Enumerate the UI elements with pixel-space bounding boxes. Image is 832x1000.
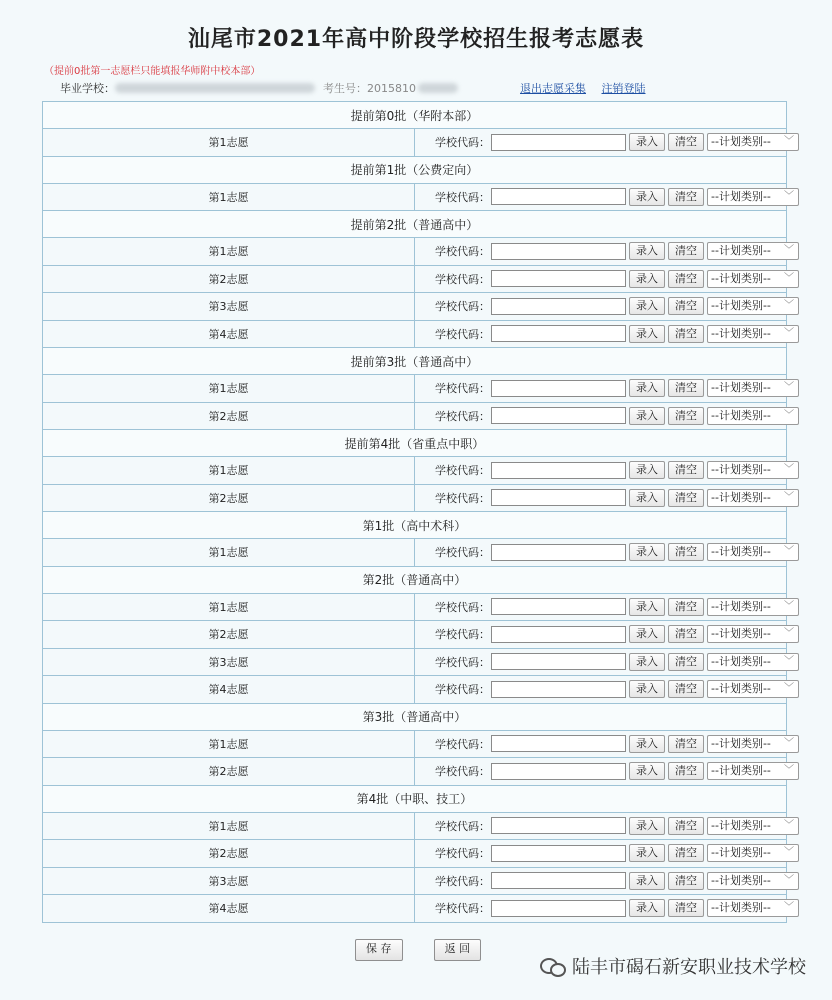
plan-type-value: --计划类别-- xyxy=(711,846,771,860)
plan-type-value: --计划类别-- xyxy=(711,463,771,477)
choice-row xyxy=(43,621,787,649)
clear-button[interactable]: 清空 xyxy=(668,625,704,643)
school-code-label: 学校代码： xyxy=(435,628,490,642)
choice-label: 第1志愿 xyxy=(43,183,415,211)
choice-row xyxy=(43,867,787,895)
school-code-input[interactable] xyxy=(491,735,626,752)
choices-table xyxy=(42,101,794,923)
enter-button[interactable]: 录入 xyxy=(629,899,665,917)
chevron-down-icon: ﹀ xyxy=(784,765,794,777)
plan-type-select[interactable] xyxy=(707,133,799,151)
clear-button[interactable]: 清空 xyxy=(668,461,704,479)
enter-button[interactable]: 录入 xyxy=(629,489,665,507)
school-code-input[interactable] xyxy=(491,188,626,205)
plan-type-value: --计划类别-- xyxy=(711,627,771,641)
choice-label: 第3志愿 xyxy=(43,293,415,321)
school-code-input[interactable] xyxy=(491,900,626,917)
school-code-label: 学校代码： xyxy=(435,491,490,505)
school-code-input[interactable] xyxy=(491,763,626,780)
plan-type-value: --计划类别-- xyxy=(711,326,771,340)
choice-controls xyxy=(415,812,794,840)
clear-button[interactable]: 清空 xyxy=(668,489,704,507)
choice-controls xyxy=(415,593,794,621)
choice-controls xyxy=(415,129,794,157)
choice-row xyxy=(43,265,787,293)
school-code-label: 学校代码： xyxy=(435,737,490,751)
redacted-info xyxy=(418,83,458,93)
choice-row xyxy=(43,293,787,321)
plan-type-select[interactable] xyxy=(707,844,799,862)
clear-button[interactable]: 清空 xyxy=(668,762,704,780)
plan-type-select[interactable] xyxy=(707,242,799,260)
batch-title: 提前第4批（省重点中职） xyxy=(43,430,787,457)
choice-row xyxy=(43,457,787,485)
plan-type-value: --计划类别-- xyxy=(711,682,771,696)
enter-button[interactable]: 录入 xyxy=(629,297,665,315)
enter-button[interactable]: 录入 xyxy=(629,325,665,343)
enter-button[interactable]: 录入 xyxy=(629,735,665,753)
enter-button[interactable]: 录入 xyxy=(629,844,665,862)
plan-type-value: --计划类别-- xyxy=(711,764,771,778)
enter-button[interactable]: 录入 xyxy=(629,407,665,425)
redacted-info xyxy=(115,83,315,93)
batch-header xyxy=(43,430,787,457)
clear-button[interactable]: 清空 xyxy=(668,407,704,425)
school-code-input[interactable] xyxy=(491,270,626,287)
enter-button[interactable]: 录入 xyxy=(629,188,665,206)
school-code-input[interactable] xyxy=(491,462,626,479)
school-code-input[interactable] xyxy=(491,325,626,342)
choice-label: 第1志愿 xyxy=(43,375,415,403)
choice-controls xyxy=(415,293,794,321)
school-code-label: 学校代码： xyxy=(435,683,490,697)
enter-button[interactable]: 录入 xyxy=(629,133,665,151)
enter-button[interactable]: 录入 xyxy=(629,680,665,698)
clear-button[interactable]: 清空 xyxy=(668,133,704,151)
form-actions xyxy=(355,937,507,961)
school-code-label: 学校代码： xyxy=(435,847,490,861)
school-code-input[interactable] xyxy=(491,626,626,643)
plan-type-select[interactable] xyxy=(707,188,799,206)
plan-type-value: --计划类别-- xyxy=(711,408,771,422)
school-label: 毕业学校： xyxy=(60,82,115,95)
choice-row xyxy=(43,539,787,567)
school-code-input[interactable] xyxy=(491,407,626,424)
clear-button[interactable]: 清空 xyxy=(668,188,704,206)
chevron-down-icon: ﹀ xyxy=(784,464,794,476)
choice-controls xyxy=(415,265,794,293)
choice-label: 第1志愿 xyxy=(43,457,415,485)
choice-label: 第2志愿 xyxy=(43,402,415,430)
clear-button[interactable]: 清空 xyxy=(668,270,704,288)
choice-row xyxy=(43,895,787,923)
plan-type-select[interactable] xyxy=(707,379,799,397)
plan-type-value: --计划类别-- xyxy=(711,244,771,258)
choice-controls xyxy=(415,375,794,403)
batch-title: 第2批（普通高中） xyxy=(43,566,787,593)
plan-type-value: --计划类别-- xyxy=(711,299,771,313)
plan-type-select[interactable] xyxy=(707,625,799,643)
plan-type-value: --计划类别-- xyxy=(711,545,771,559)
plan-type-select[interactable] xyxy=(707,489,799,507)
chevron-down-icon: ﹀ xyxy=(784,546,794,558)
chevron-down-icon: ﹀ xyxy=(784,628,794,640)
choice-label: 第3志愿 xyxy=(43,867,415,895)
clear-button[interactable]: 清空 xyxy=(668,844,704,862)
school-code-label: 学校代码： xyxy=(435,136,490,150)
chevron-down-icon: ﹀ xyxy=(784,300,794,312)
choice-label: 第2志愿 xyxy=(43,621,415,649)
school-code-input[interactable] xyxy=(491,681,626,698)
choice-label: 第3志愿 xyxy=(43,648,415,676)
chevron-down-icon: ﹀ xyxy=(784,272,794,284)
clear-button[interactable]: 清空 xyxy=(668,598,704,616)
school-code-label: 学校代码： xyxy=(435,902,490,916)
plan-type-value: --计划类别-- xyxy=(711,381,771,395)
batch-title: 提前第3批（普通高中） xyxy=(43,348,787,375)
choice-label: 第4志愿 xyxy=(43,895,415,923)
batch-header xyxy=(43,348,787,375)
choice-row xyxy=(43,840,787,868)
plan-type-value: --计划类别-- xyxy=(711,736,771,750)
chevron-down-icon: ﹀ xyxy=(784,382,794,394)
plan-type-value: --计划类别-- xyxy=(711,490,771,504)
school-code-label: 学校代码： xyxy=(435,190,490,204)
school-code-label: 学校代码： xyxy=(435,272,490,286)
chevron-down-icon: ﹀ xyxy=(784,683,794,695)
batch-header xyxy=(43,566,787,593)
watermark xyxy=(540,953,806,979)
choice-controls xyxy=(415,648,794,676)
clear-button[interactable]: 清空 xyxy=(668,817,704,835)
choice-controls xyxy=(415,730,794,758)
plan-type-value: --计划类别-- xyxy=(711,901,771,915)
clear-button[interactable]: 清空 xyxy=(668,242,704,260)
school-code-input[interactable] xyxy=(491,598,626,615)
school-code-input[interactable] xyxy=(491,845,626,862)
chevron-down-icon: ﹀ xyxy=(784,655,794,667)
choice-row xyxy=(43,648,787,676)
clear-button[interactable]: 清空 xyxy=(668,872,704,890)
choice-controls xyxy=(415,867,794,895)
plan-type-select[interactable] xyxy=(707,325,799,343)
batch-header xyxy=(43,102,787,129)
plan-type-value: --计划类别-- xyxy=(711,818,771,832)
choice-row xyxy=(43,183,787,211)
enter-button[interactable]: 录入 xyxy=(629,270,665,288)
choice-label: 第2志愿 xyxy=(43,265,415,293)
enter-button[interactable]: 录入 xyxy=(629,543,665,561)
choice-label: 第1志愿 xyxy=(43,593,415,621)
batch-title: 提前第2批（普通高中） xyxy=(43,211,787,238)
choice-controls xyxy=(415,539,794,567)
clear-button[interactable]: 清空 xyxy=(668,653,704,671)
school-code-label: 学校代码： xyxy=(435,874,490,888)
batch-title: 提前第1批（公费定向） xyxy=(43,156,787,183)
batch-title: 第1批（高中术科） xyxy=(43,512,787,539)
school-code-label: 学校代码： xyxy=(435,409,490,423)
enter-button[interactable]: 录入 xyxy=(629,461,665,479)
batch-title: 第3批（普通高中） xyxy=(43,703,787,730)
plan-type-select[interactable] xyxy=(707,543,799,561)
batch-header xyxy=(43,512,787,539)
school-code-label: 学校代码： xyxy=(435,382,490,396)
choice-row xyxy=(43,402,787,430)
choice-row xyxy=(43,593,787,621)
batch-title: 第4批（中职、技工） xyxy=(43,785,787,812)
chevron-down-icon: ﹀ xyxy=(784,874,794,886)
logout-link[interactable]: 注销登陆 xyxy=(601,82,646,95)
chevron-down-icon: ﹀ xyxy=(784,847,794,859)
school-code-label: 学校代码： xyxy=(435,600,490,614)
school-code-input[interactable] xyxy=(491,134,626,151)
choice-row xyxy=(43,484,787,512)
school-code-input[interactable] xyxy=(491,298,626,315)
school-code-label: 学校代码： xyxy=(435,765,490,779)
choice-row xyxy=(43,758,787,786)
page-title: 汕尾市2021年高中阶段学校招生报考志愿表 xyxy=(187,27,645,52)
chevron-down-icon: ﹀ xyxy=(784,327,794,339)
plan-type-select[interactable] xyxy=(707,762,799,780)
enter-button[interactable]: 录入 xyxy=(629,625,665,643)
plan-type-value: --计划类别-- xyxy=(711,873,771,887)
clear-button[interactable]: 清空 xyxy=(668,297,704,315)
exit-collection-link[interactable]: 退出志愿采集 xyxy=(520,82,586,95)
school-code-input[interactable] xyxy=(491,653,626,670)
choice-row xyxy=(43,676,787,704)
school-code-label: 学校代码： xyxy=(435,300,490,314)
choice-label: 第2志愿 xyxy=(43,758,415,786)
chevron-down-icon: ﹀ xyxy=(784,136,794,148)
plan-type-value: --计划类别-- xyxy=(711,135,771,149)
choice-label: 第1志愿 xyxy=(43,238,415,266)
school-code-label: 学校代码： xyxy=(435,819,490,833)
choice-row xyxy=(43,730,787,758)
save-button[interactable]: 保 存 xyxy=(355,939,403,961)
chevron-down-icon: ﹀ xyxy=(784,902,794,914)
choice-controls xyxy=(415,840,794,868)
enter-button[interactable]: 录入 xyxy=(629,598,665,616)
enter-button[interactable]: 录入 xyxy=(629,872,665,890)
watermark-text: 陆丰市碣石新安职业技术学校 xyxy=(572,957,806,978)
enter-button[interactable]: 录入 xyxy=(629,653,665,671)
choice-label: 第2志愿 xyxy=(43,840,415,868)
school-code-input[interactable] xyxy=(491,243,626,260)
plan-type-select[interactable] xyxy=(707,899,799,917)
student-info xyxy=(60,80,458,96)
choice-controls xyxy=(415,676,794,704)
choice-label: 第4志愿 xyxy=(43,676,415,704)
choice-label: 第1志愿 xyxy=(43,812,415,840)
choice-controls xyxy=(415,402,794,430)
plan-type-select[interactable] xyxy=(707,297,799,315)
choice-label: 第1志愿 xyxy=(43,129,415,157)
chevron-down-icon: ﹀ xyxy=(784,409,794,421)
choice-controls xyxy=(415,238,794,266)
choice-controls xyxy=(415,320,794,348)
choice-row xyxy=(43,129,787,157)
enter-button[interactable]: 录入 xyxy=(629,762,665,780)
choice-controls xyxy=(415,895,794,923)
choice-row xyxy=(43,375,787,403)
choice-label: 第4志愿 xyxy=(43,320,415,348)
choice-label: 第1志愿 xyxy=(43,539,415,567)
school-code-input[interactable] xyxy=(491,380,626,397)
plan-type-select[interactable] xyxy=(707,270,799,288)
enter-button[interactable]: 录入 xyxy=(629,379,665,397)
clear-button[interactable]: 清空 xyxy=(668,899,704,917)
back-button[interactable]: 返 回 xyxy=(434,939,482,961)
choice-controls xyxy=(415,457,794,485)
school-code-input[interactable] xyxy=(491,489,626,506)
plan-type-select[interactable] xyxy=(707,653,799,671)
clear-button[interactable]: 清空 xyxy=(668,325,704,343)
batch-header xyxy=(43,703,787,730)
choice-controls xyxy=(415,484,794,512)
plan-type-value: --计划类别-- xyxy=(711,599,771,613)
chevron-down-icon: ﹀ xyxy=(784,737,794,749)
plan-type-select[interactable] xyxy=(707,461,799,479)
plan-type-select[interactable] xyxy=(707,872,799,890)
school-code-label: 学校代码： xyxy=(435,546,490,560)
chevron-down-icon: ﹀ xyxy=(784,491,794,503)
school-code-label: 学校代码： xyxy=(435,655,490,669)
choice-controls xyxy=(415,183,794,211)
chevron-down-icon: ﹀ xyxy=(784,600,794,612)
enter-button[interactable]: 录入 xyxy=(629,242,665,260)
plan-type-select[interactable] xyxy=(707,817,799,835)
school-code-label: 学校代码： xyxy=(435,327,490,341)
clear-button[interactable]: 清空 xyxy=(668,680,704,698)
plan-type-select[interactable] xyxy=(707,598,799,616)
clear-button[interactable]: 清空 xyxy=(668,735,704,753)
chevron-down-icon: ﹀ xyxy=(784,819,794,831)
choice-controls xyxy=(415,758,794,786)
batch-header xyxy=(43,156,787,183)
choice-label: 第1志愿 xyxy=(43,730,415,758)
plan-type-value: --计划类别-- xyxy=(711,654,771,668)
choice-row xyxy=(43,238,787,266)
plan-type-value: --计划类别-- xyxy=(711,271,771,285)
exam-number: 考生号：2015810 xyxy=(323,82,416,95)
school-code-label: 学校代码： xyxy=(435,245,490,259)
plan-type-select[interactable] xyxy=(707,735,799,753)
wechat-icon xyxy=(540,956,566,976)
school-code-input[interactable] xyxy=(491,872,626,889)
clear-button[interactable]: 清空 xyxy=(668,543,704,561)
plan-type-value: --计划类别-- xyxy=(711,189,771,203)
choice-row xyxy=(43,320,787,348)
chevron-down-icon: ﹀ xyxy=(784,245,794,257)
batch-header xyxy=(43,785,787,812)
enter-button[interactable]: 录入 xyxy=(629,817,665,835)
school-code-input[interactable] xyxy=(491,544,626,561)
plan-type-select[interactable] xyxy=(707,680,799,698)
notice-text: （提前0批第一志愿栏只能填报华师附中校本部） xyxy=(44,66,261,77)
batch-header xyxy=(43,211,787,238)
choice-controls xyxy=(415,621,794,649)
chevron-down-icon: ﹀ xyxy=(784,190,794,202)
clear-button[interactable]: 清空 xyxy=(668,379,704,397)
choice-row xyxy=(43,812,787,840)
school-code-input[interactable] xyxy=(491,817,626,834)
batch-title: 提前第0批（华附本部） xyxy=(43,102,787,129)
header-links xyxy=(520,80,658,96)
plan-type-select[interactable] xyxy=(707,407,799,425)
school-code-label: 学校代码： xyxy=(435,464,490,478)
choice-label: 第2志愿 xyxy=(43,484,415,512)
